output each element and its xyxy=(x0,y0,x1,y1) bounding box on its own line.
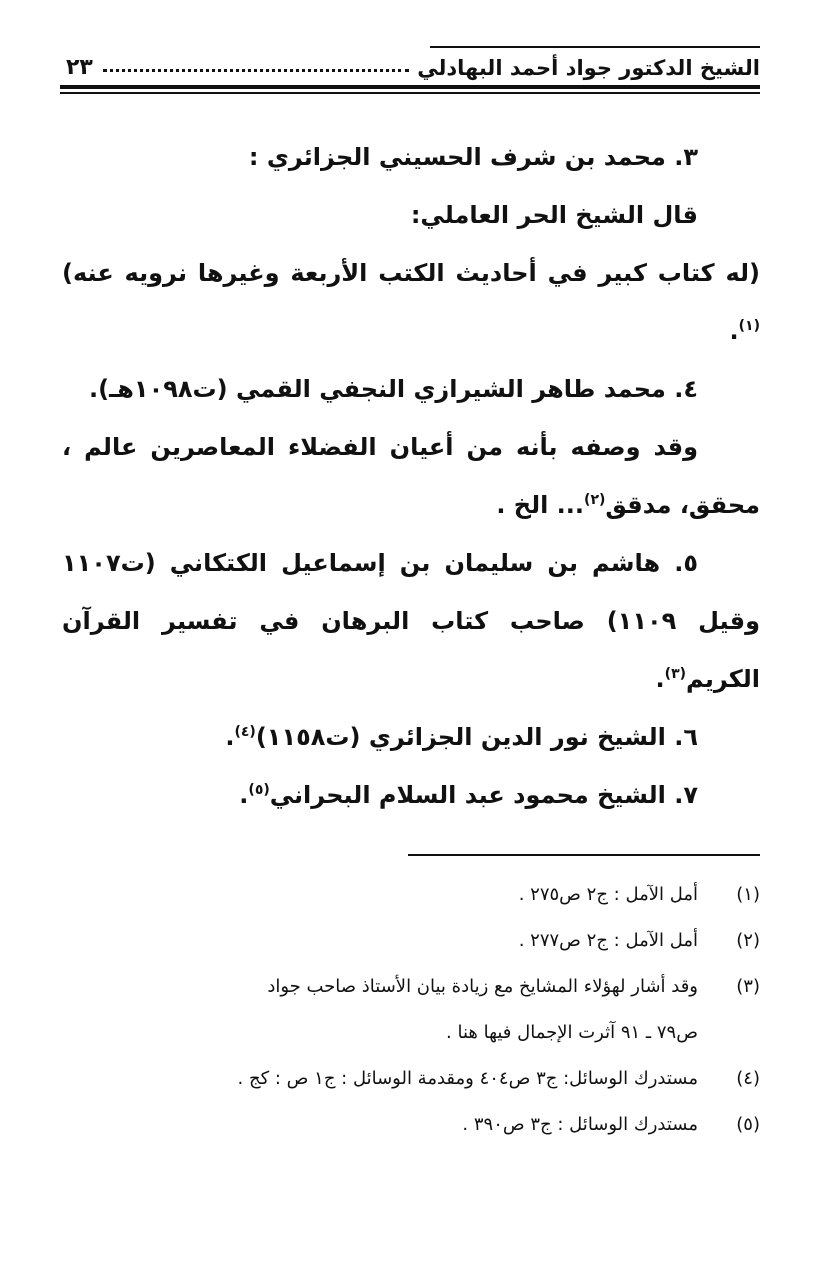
footnote-1 xyxy=(62,872,760,918)
header-title-row xyxy=(60,44,760,80)
footnote-text: وقد أشار لهؤلاء المشايخ مع زيادة بيان الأستاذ صاحب جواد xyxy=(267,976,698,997)
page-header xyxy=(60,38,760,98)
item-4-desc-text: وقد وصفه بأنه من أعيان الفضلاء المعاصرين عالم ، محقق، مدقق xyxy=(62,433,760,519)
item-7-body: ٧. الشيخ محمود عبد السلام البحراني xyxy=(269,781,698,809)
quote-end: . xyxy=(729,317,739,345)
item-7-end: . xyxy=(239,781,249,809)
footnote-4 xyxy=(62,1056,760,1102)
footnote-ref-2[interactable]: (٢) xyxy=(584,492,606,508)
header-rule-thin xyxy=(60,92,760,94)
item-3-title: ٣. محمد بن شرف الحسيني الجزائري : xyxy=(248,143,698,171)
item-6-end: . xyxy=(225,723,235,751)
item-5-end: . xyxy=(655,665,665,693)
footnote-5 xyxy=(62,1102,760,1148)
footnote-ref-3[interactable]: (٣) xyxy=(664,666,687,682)
item-7-text xyxy=(62,766,760,824)
footnote-text: مستدرك الوسائل: ج٣ ص٤٠٤ ومقدمة الوسائل : ج١ ص : كج . xyxy=(237,1068,698,1089)
item-5-body: ٥. هاشم بن سليمان بن إسماعيل الكتكاني (ت١١٠٧ وقيل ١١٠٩) صاحب كتاب البرهان في تفسير القرآن الكريم xyxy=(62,549,760,693)
footnote-text: أمل الآمل : ج٢ ص٢٧٥ . xyxy=(518,884,698,905)
footnote-number: (١) xyxy=(736,884,760,905)
footnote-ref-5[interactable]: (٥) xyxy=(248,782,270,798)
footnote-number: (٢) xyxy=(736,930,760,951)
footnote-text: مستدرك الوسائل : ج٣ ص٣٩٠ . xyxy=(462,1114,698,1135)
item-4-description xyxy=(62,418,760,534)
footnote-text: أمل الآمل : ج٢ ص٢٧٧ . xyxy=(518,930,698,951)
item-3-quote-intro: قال الشيخ الحر العاملي: xyxy=(410,201,698,229)
footnote-number: (٤) xyxy=(736,1068,760,1089)
running-head-author: الشيخ الدكتور جواد أحمد البهادلي xyxy=(417,56,760,80)
footnote-ref-1[interactable]: (١) xyxy=(738,318,760,334)
footnote-text-continued: ص٧٩ ـ ٩١ آثرت الإجمال فيها هنا . xyxy=(446,1022,698,1043)
item-4-desc-end: ... الخ . xyxy=(496,491,585,519)
main-text xyxy=(62,128,760,824)
header-rule-thick xyxy=(60,85,760,89)
item-6-body: ٦. الشيخ نور الدين الجزائري (ت١١٥٨) xyxy=(255,723,698,751)
quote-text: (له كتاب كبير في أحاديث الكتب الأربعة وغيرها نرويه عنه) xyxy=(62,259,760,287)
item-5-text xyxy=(62,534,760,708)
footnotes xyxy=(62,872,760,1148)
footnote-3 xyxy=(62,964,760,1056)
item-4-title: ٤. محمد طاهر الشيرازي النجفي القمي (ت١٠٩٨هـ). xyxy=(88,375,698,403)
footnote-number: (٥) xyxy=(736,1114,760,1135)
footnote-separator xyxy=(408,854,760,856)
footnote-number: (٣) xyxy=(736,976,760,997)
footnote-ref-4[interactable]: (٤) xyxy=(234,724,256,740)
page-number: ٢٣ xyxy=(66,55,93,80)
leader-dots xyxy=(103,68,409,72)
item-3-quote xyxy=(62,244,760,360)
footnote-2 xyxy=(62,918,760,964)
item-6-text xyxy=(62,708,760,766)
